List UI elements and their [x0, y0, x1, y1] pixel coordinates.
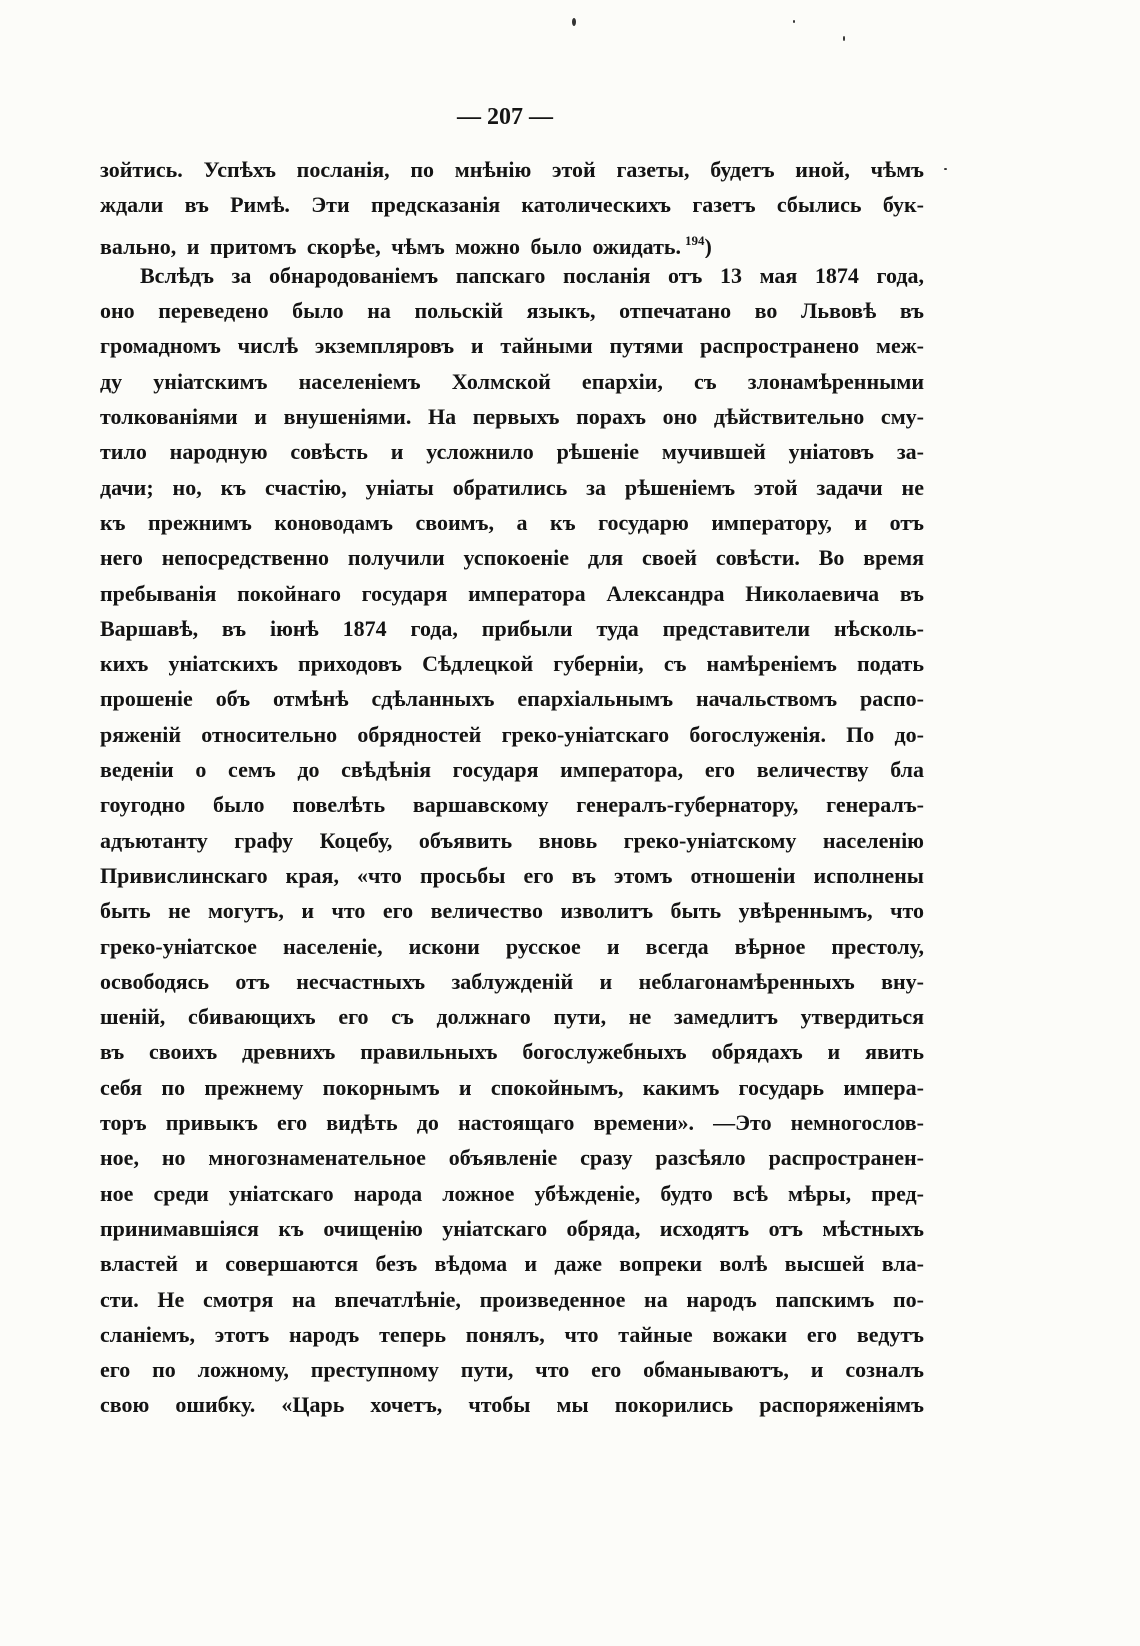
- page-number: — 207 —: [457, 104, 553, 130]
- text-line: принимавшіяся къ очищенію уніатскаго обряда, исходятъ отъ мѣстныхъ: [100, 1215, 924, 1241]
- text-line: торъ привыкъ его видѣть до настоящаго времени». —Это немногослов-: [100, 1110, 924, 1136]
- text-line-paragraph-start: Вслѣдъ за обнародованіемъ папскаго посланія отъ 13 мая 1874 года,: [140, 262, 924, 288]
- text-line: его по ложному, преступному пути, что его обманываютъ, и созналъ: [100, 1357, 924, 1383]
- text-line: шеній, сбивающихъ его съ должнаго пути, не замедлитъ утвердиться: [100, 1004, 924, 1030]
- text-line: греко-уніатское населеніе, искони русское и всегда вѣрное престолу,: [100, 933, 924, 959]
- footnote-reference: 194: [685, 232, 705, 248]
- text-line: него непосредственно получили успокоеніе для своей совѣсти. Во время: [100, 545, 924, 571]
- text-line: себя по прежнему покорнымъ и спокойнымъ, какимъ государь импера-: [100, 1074, 924, 1100]
- text-line: громадномъ числѣ экземпляровъ и тайными путями распространено меж-: [100, 333, 924, 359]
- text-line-paragraph-end: [100, 223, 924, 258]
- scan-speck: [843, 36, 845, 41]
- text-line: адъютанту графу Коцебу, объявить вновь греко-уніатскому населенію: [100, 827, 924, 853]
- text-line: Привислинскаго края, «что просьбы его въ этомъ отношеніи исполнены: [100, 862, 924, 888]
- text-line: веденіи о семъ до свѣдѣнія государя императора, его величеству бла: [100, 757, 924, 783]
- text-line: ряженій относительно обрядностей греко-уніатскаго богослуженія. По до-: [100, 721, 924, 747]
- text-line: ждали въ Римѣ. Эти предсказанія католическихъ газетъ сбылись бук-: [100, 192, 924, 218]
- text-line: тило народную совѣсть и усложнило рѣшеніе мучившей уніатовъ за-: [100, 439, 924, 465]
- text-line: прошеніе объ отмѣнѣ сдѣланныхъ епархіальнымъ начальствомъ распо-: [100, 686, 924, 712]
- text-line: свою ошибку. «Царь хочетъ, чтобы мы покорились распоряженіямъ: [100, 1392, 924, 1418]
- scan-speck: [793, 20, 795, 23]
- text-line: освободясь отъ несчастныхъ заблужденій и неблагонамѣренныхъ вну-: [100, 968, 924, 994]
- text-line: ное, но многознаменательное объявленіе сразу разсѣяло распространен-: [100, 1145, 924, 1171]
- text-line: зойтись. Успѣхъ посланія, по мнѣнію этой газеты, будетъ иной, чѣмъ: [100, 157, 924, 182]
- text-line: ду уніатскимъ населеніемъ Холмской епархіи, съ злонамѣренными: [100, 368, 924, 394]
- text-line: въ своихъ древнихъ правильныхъ богослужебныхъ обрядахъ и явить: [100, 1039, 924, 1065]
- text-line: пребыванія покойнаго государя императора Александра Николаевича въ: [100, 580, 924, 606]
- text-line: кихъ уніатскихъ приходовъ Сѣдлецкой губерніи, съ намѣреніемъ подать: [100, 651, 924, 677]
- text-line: къ прежнимъ коноводамъ своимъ, а къ государю императору, и отъ: [100, 509, 924, 535]
- text-line: Варшавѣ, въ іюнѣ 1874 года, прибыли туда представители нѣсколь-: [100, 615, 924, 641]
- text-line: гоугодно было повелѣть варшавскому генералъ-губернатору, генералъ-: [100, 792, 924, 818]
- text-line: сланіемъ, этотъ народъ теперь понялъ, что тайные вожаки его ведутъ: [100, 1321, 924, 1347]
- footnote-reference-close: ): [704, 233, 712, 258]
- text-line: быть не могутъ, и что его величество изволитъ быть увѣреннымъ, что: [100, 898, 924, 924]
- text-line: ное среди уніатскаго народа ложное убѣжденіе, будто всѣ мѣры, пред-: [100, 1180, 924, 1206]
- text-line: толкованіями и внушеніями. На первыхъ порахъ оно дѣйствительно сму-: [100, 404, 924, 430]
- scan-speck: [944, 168, 947, 170]
- text-line: дачи; но, къ счастію, уніаты обратились за рѣшеніемъ этой задачи не: [100, 474, 924, 500]
- text-line: властей и совершаются безъ вѣдома и даже вопреки волѣ высшей вла-: [100, 1251, 924, 1277]
- text-line-content: вально, и притомъ скорѣе, чѣмъ можно было ожидать.: [100, 233, 682, 258]
- text-line: оно переведено было на польскій языкъ, отпечатано во Львовѣ въ: [100, 298, 924, 324]
- scan-speck: [572, 18, 576, 26]
- body-text: [100, 152, 924, 1423]
- text-line: сти. Не смотря на впечатлѣніе, произведенное на народъ папскимъ по-: [100, 1286, 924, 1312]
